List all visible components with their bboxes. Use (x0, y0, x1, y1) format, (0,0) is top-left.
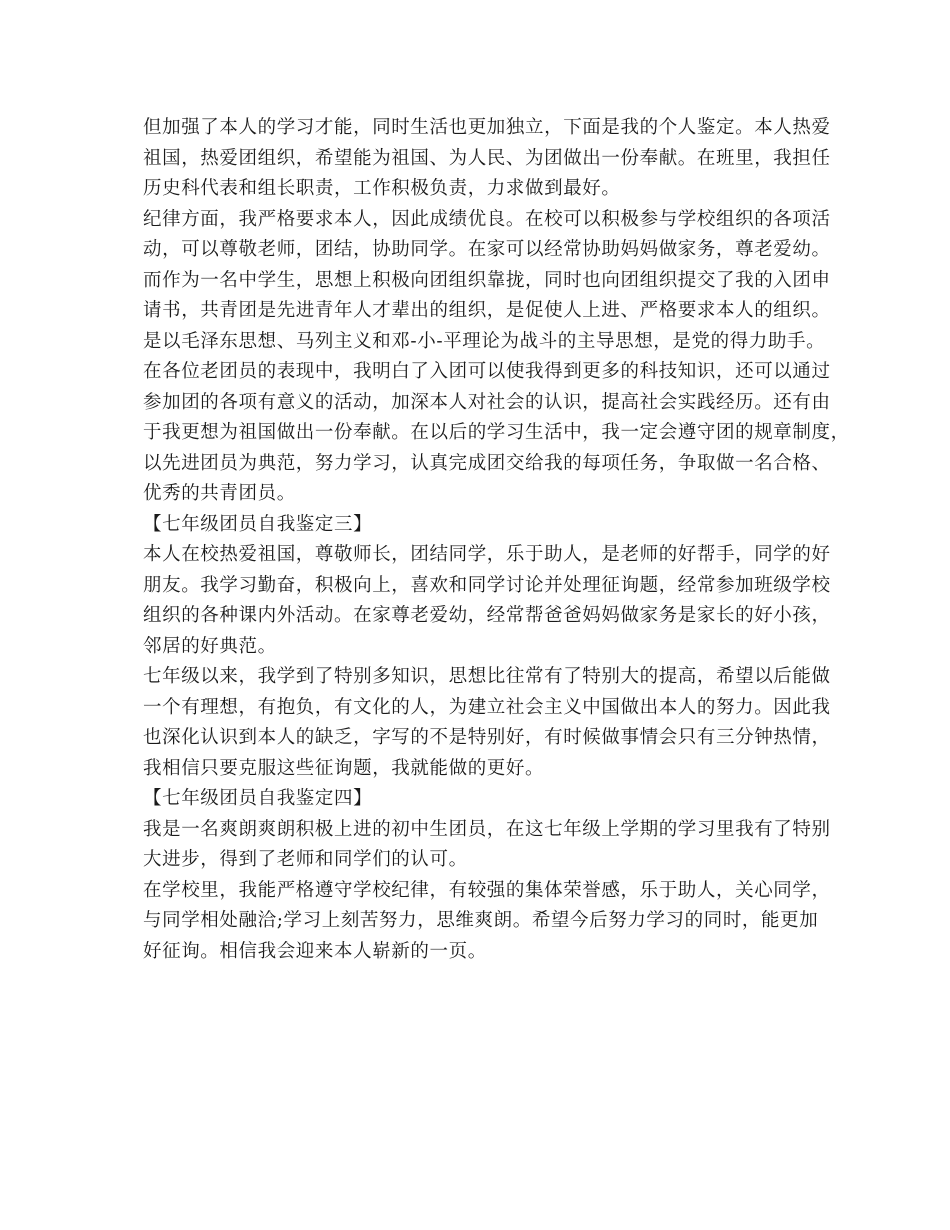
text-line: 参加团的各项有意义的活动，加深本人对社会的认识，提高社会实践经历。还有由 (143, 391, 831, 413)
text-line: 纪律方面，我严格要求本人，因此成绩优良。在校可以积极参与学校组织的各项活 (143, 208, 831, 230)
text-line: 在各位老团员的表现中，我明白了入团可以使我得到更多的科技知识，还可以通过 (143, 361, 831, 382)
text-line: 但加强了本人的学习才能，同时生活也更加独立，下面是我的个人鉴定。本人热爱 (143, 117, 831, 138)
text-line: 优秀的共青团员。 (143, 483, 296, 504)
text-line: 于我更想为祖国做出一份奉献。在以后的学习生活中，我一定会遵守团的规章制度， (143, 422, 850, 443)
document-body (143, 113, 850, 967)
text-line: 大进步，得到了老师和同学们的认可。 (143, 849, 468, 870)
text-line: 也深化认识到本人的缺乏，字写的不是特别好，有时候做事情会只有三分钟热情， (143, 727, 831, 748)
text-line: 是以毛泽东思想、马列主义和邓-小-平理论为战斗的主导思想，是党的得力助手。 (143, 330, 826, 352)
text-line: 七年级以来，我学到了特别多知识，思想比往常有了特别大的提高，希望以后能做 (143, 666, 831, 687)
text-line: 邻居的好典范。 (143, 635, 277, 657)
text-line: 我是一名爽朗爽朗积极上进的初中生团员，在这七年级上学期的学习里我有了特别 (143, 818, 831, 840)
text-line: 组织的各种课内外活动。在家尊老爱幼，经常帮爸爸妈妈做家务是家长的好小孩， (143, 605, 831, 626)
text-line: 请书，共青团是先进青年人才辈出的组织，是促使人上进、严格要求本人的组织。 (143, 300, 831, 321)
section-heading: 【七年级团员自我鉴定四】 (143, 788, 373, 809)
text-line: 我相信只要克服这些征询题，我就能做的更好。 (143, 757, 545, 779)
text-line: 朋友。我学习勤奋，积极向上，喜欢和同学讨论并处理征询题，经常参加班级学校 (143, 574, 831, 596)
text-line: 而作为一名中学生，思想上积极向团组织靠拢，同时也向团组织提交了我的入团申 (143, 269, 831, 291)
text-line: 在学校里，我能严格遵守学校纪律，有较强的集体荣誉感，乐于助人，关心同学， (143, 879, 831, 901)
text-line: 与同学相处融洽;学习上刻苦努力，思维爽朗。希望今后努力学习的同时，能更加 (143, 910, 819, 931)
section-heading: 【七年级团员自我鉴定三】 (143, 513, 373, 535)
text-line: 本人在校热爱祖国，尊敬师长，团结同学，乐于助人，是老师的好帮手，同学的好 (143, 544, 831, 565)
text-line: 以先进团员为典范，努力学习，认真完成团交给我的每项任务，争取做一名合格、 (143, 452, 831, 474)
text-line: 历史科代表和组长职责，工作积极负责，力求做到最好。 (143, 178, 621, 199)
text-line: 祖国，热爱团组织，希望能为祖国、为人民、为团做出一份奉献。在班里，我担任 (143, 147, 831, 169)
text-line: 好征询。相信我会迎来本人崭新的一页。 (143, 940, 487, 962)
text-line: 一个有理想，有抱负，有文化的人，为建立社会主义中国做出本人的努力。因此我 (143, 696, 831, 718)
text-line: 动，可以尊敬老师，团结，协助同学。在家可以经常协助妈妈做家务，尊老爱幼。 (143, 239, 831, 260)
